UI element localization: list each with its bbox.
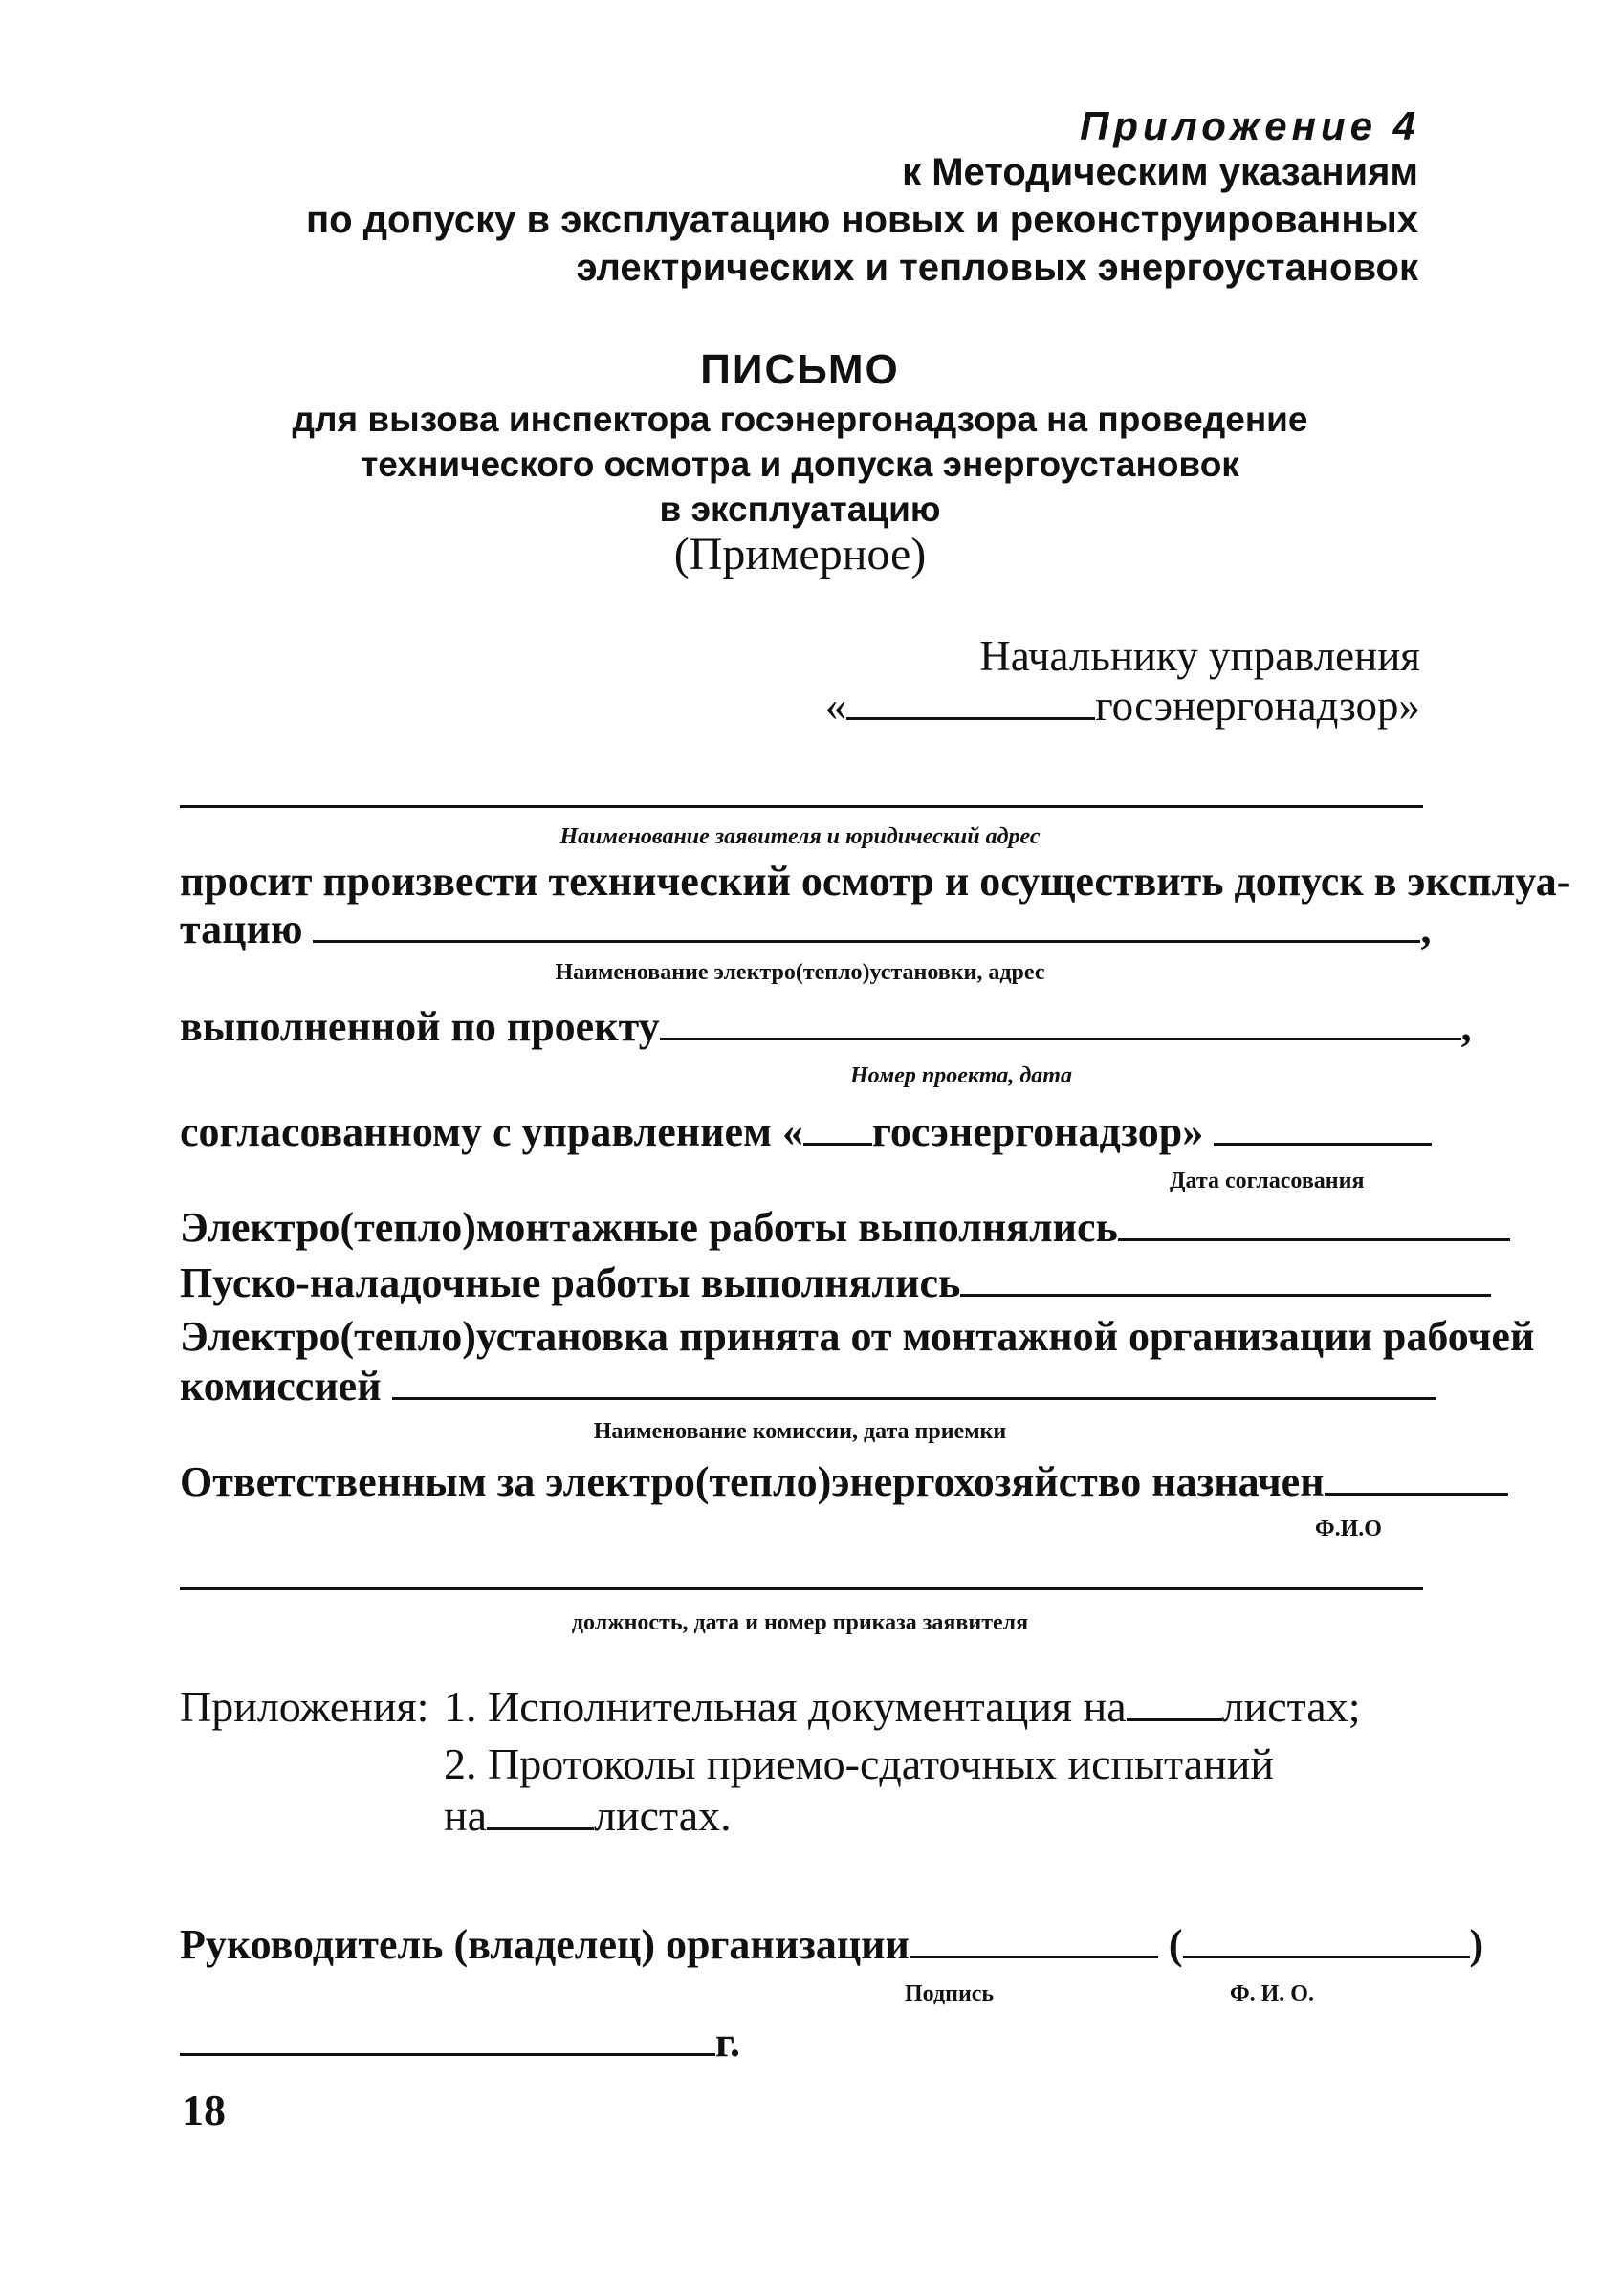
agreed-caption: Дата согласования (1170, 1169, 1365, 1193)
applicant-field[interactable] (180, 805, 1423, 808)
paren-open: ( (1168, 1921, 1183, 1968)
commission-caption: Наименование комиссии, дата приемки (593, 1419, 1007, 1444)
responsible-label: Ответственным за электро(тепло)энергохозяйство назначен (180, 1458, 1325, 1505)
position-field[interactable] (180, 1587, 1423, 1590)
head-fio-caption: Ф. И. О. (1230, 1981, 1314, 2006)
installation-field[interactable] (313, 906, 1420, 943)
request-text (180, 905, 1431, 953)
commission-works-field[interactable] (960, 1259, 1491, 1297)
attachment-item-text: 1. Исполнительная документация на (444, 1682, 1127, 1731)
signature-line (180, 1920, 1483, 1969)
doc-sheets-field[interactable] (1127, 1684, 1222, 1721)
signature-field[interactable] (910, 1921, 1158, 1958)
responsible-field[interactable] (1325, 1458, 1508, 1496)
addressee-line: Начальнику управления (979, 632, 1420, 680)
paren-close: ) (1469, 1921, 1484, 1968)
commission-works-label: Пуско-наладочные работы выполнялись (180, 1259, 961, 1306)
protocol-sheets-field[interactable] (487, 1793, 594, 1830)
attachment-item-text: на (444, 1791, 488, 1840)
head-name-field[interactable] (1183, 1921, 1470, 1958)
agreement-date-field[interactable] (1214, 1108, 1432, 1146)
agency-suffix: госэнергонадзор» (1095, 682, 1420, 730)
attachment-item-suffix: листах. (594, 1791, 732, 1840)
letter-subtitle: технического осмотра и допуска энергоустановок (361, 445, 1239, 484)
year-suffix: г. (715, 2019, 741, 2066)
letter-note: (Примерное) (673, 529, 927, 579)
commission-works-line (180, 1258, 1491, 1307)
comma: , (1420, 906, 1432, 952)
agency-region-field[interactable] (803, 1108, 872, 1146)
quote-open: « (824, 682, 847, 730)
project-caption: Номер проекта, дата (850, 1063, 1072, 1088)
agency-name-field[interactable] (846, 683, 1095, 720)
letter-title: ПИСЬМО (700, 346, 900, 393)
appendix-line: электрических и тепловых энергоустановок (576, 247, 1418, 289)
appendix-line: по допуску в эксплуатацию новых и реконструированных (305, 199, 1418, 241)
fio-caption: Ф.И.О (1315, 1517, 1382, 1542)
agreed-line (180, 1107, 1432, 1156)
install-works-field[interactable] (1118, 1204, 1510, 1241)
accepted-text: Электро(тепло)установка принята от монтажной организации рабочей (180, 1313, 1535, 1360)
letter-subtitle: для вызова инспектора госэнергонадзора на проведение (292, 400, 1308, 439)
installation-caption: Наименование электро(тепло)установки, адрес (555, 960, 1045, 985)
attachments-label: Приложения: (180, 1682, 429, 1731)
date-field[interactable] (180, 2019, 715, 2056)
comma: , (1460, 1003, 1472, 1050)
page-number: 18 (182, 2086, 226, 2134)
accepted-label: комиссией (180, 1363, 382, 1410)
date-line (180, 2018, 740, 2066)
attachment-item-cont (444, 1790, 732, 1841)
project-field[interactable] (660, 1003, 1461, 1040)
agreed-label: согласованному с управлением « (180, 1108, 803, 1155)
applicant-caption: Наименование заявителя и юридический адрес (559, 824, 1041, 849)
position-caption: должность, дата и номер приказа заявителя (571, 1610, 1029, 1635)
request-text: просит произвести технический осмотр и осуществить допуск в эксплуа- (180, 858, 1571, 905)
commission-field[interactable] (392, 1363, 1436, 1400)
appendix-title: Приложение 4 (1080, 103, 1420, 148)
attachment-item: 2. Протоколы приемо-сдаточных испытаний (444, 1739, 1274, 1788)
addressee-line (825, 681, 1420, 731)
attachment-item (444, 1681, 1361, 1732)
letter-subtitle: в эксплуатацию (659, 490, 941, 529)
head-label: Руководитель (владелец) организации (180, 1921, 910, 1968)
project-label: выполненной по проекту (180, 1003, 660, 1050)
request-text-cont: тацию (180, 906, 303, 952)
responsible-line (180, 1457, 1508, 1506)
project-line (180, 1002, 1472, 1051)
accepted-line (180, 1362, 1436, 1410)
appendix-line: к Методическим указаниям (902, 151, 1418, 193)
agreed-mid: госэнергонадзор» (871, 1108, 1204, 1155)
install-works-line (180, 1203, 1510, 1252)
attachment-item-suffix: листах; (1221, 1682, 1361, 1731)
install-works-label: Электро(тепло)монтажные работы выполнялись (180, 1204, 1118, 1251)
signature-caption: Подпись (905, 1981, 995, 2006)
